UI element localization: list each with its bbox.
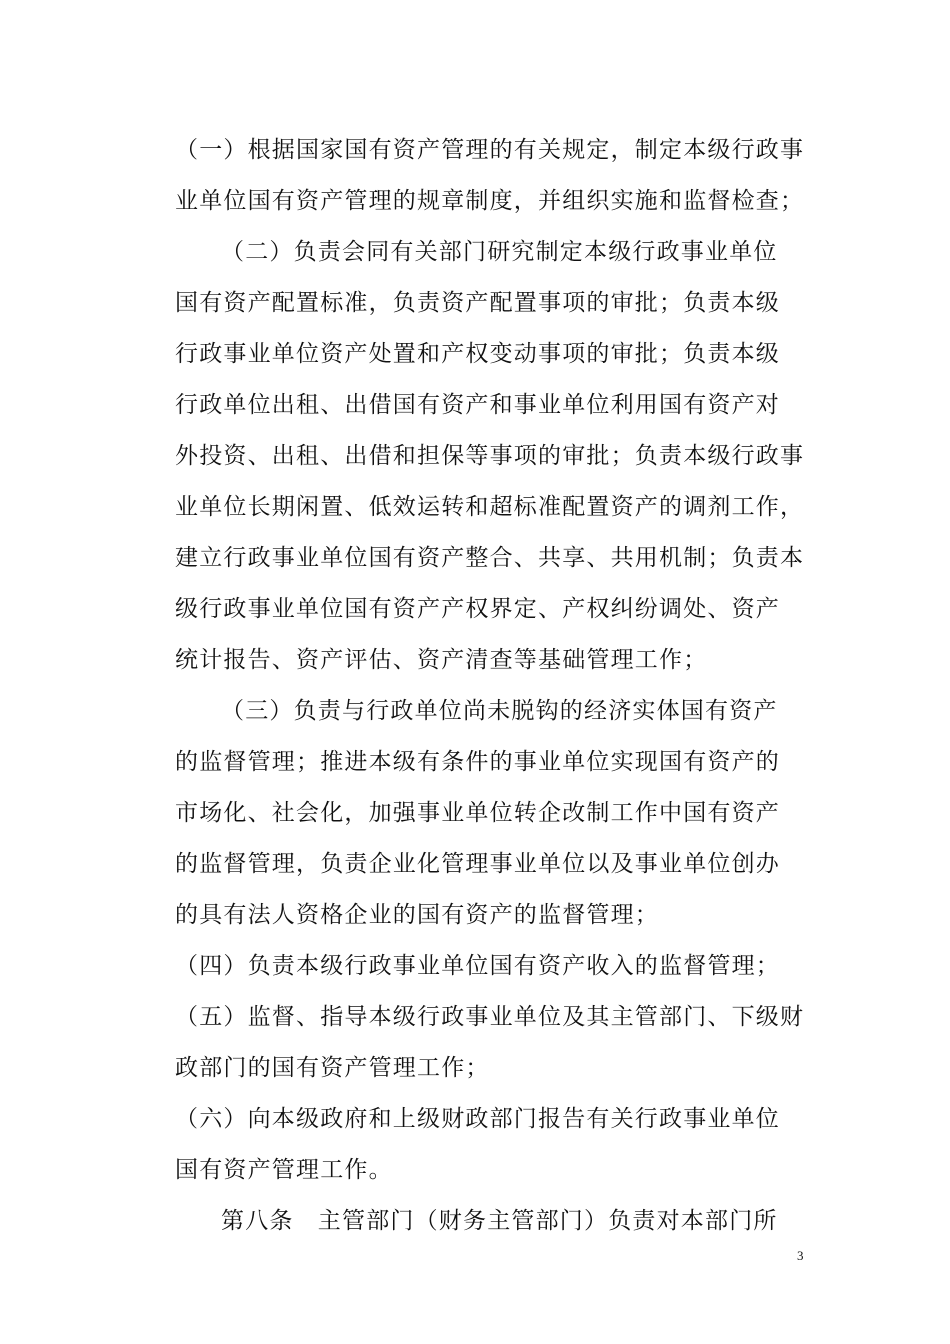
text-line: 政部门的国有资产管理工作； — [175, 1055, 490, 1081]
text-line: 的监督管理，负责企业化管理事业单位以及事业单位创办 — [175, 851, 780, 877]
text-line: 的具有法人资格企业的国有资产的监督管理； — [175, 902, 659, 928]
text-line: （二）负责会同有关部门研究制定本级行政事业单位 — [221, 239, 778, 265]
text-line: 第八条 主管部门（财务主管部门）负责对本部门所 — [221, 1208, 778, 1234]
text-line: （四）负责本级行政事业单位国有资产收入的监督管理； — [175, 953, 780, 979]
text-line: （六）向本级政府和上级财政部门报告有关行政事业单位 — [175, 1106, 780, 1132]
text-line: 外投资、出租、出借和担保等事项的审批；负责本级行政事 — [175, 443, 805, 469]
text-line: 业单位国有资产管理的规章制度，并组织实施和监督检查； — [175, 188, 805, 214]
text-line: 建立行政事业单位国有资产整合、共享、共用机制；负责本 — [175, 545, 805, 571]
text-line: 国有资产配置标准，负责资产配置事项的审批；负责本级 — [175, 290, 780, 316]
text-line: 行政事业单位资产处置和产权变动事项的审批；负责本级 — [175, 341, 780, 367]
text-line: （一）根据国家国有资产管理的有关规定，制定本级行政事 — [175, 137, 805, 163]
text-line: 级行政事业单位国有资产产权界定、产权纠纷调处、资产 — [175, 596, 780, 622]
page-number: 3 — [797, 1248, 804, 1263]
text-line: 统计报告、资产评估、资产清查等基础管理工作； — [175, 647, 708, 673]
text-line: 行政单位出租、出借国有资产和事业单位利用国有资产对 — [175, 392, 780, 418]
text-line: 的监督管理；推进本级有条件的事业单位实现国有资产的 — [175, 749, 780, 775]
text-line: （三）负责与行政单位尚未脱钩的经济实体国有资产 — [221, 698, 778, 724]
text-line: 业单位长期闲置、低效运转和超标准配置资产的调剂工作， — [175, 494, 805, 520]
text-line: 国有资产管理工作。 — [175, 1157, 393, 1183]
text-line: （五）监督、指导本级行政事业单位及其主管部门、下级财 — [175, 1004, 805, 1030]
text-line: 市场化、社会化，加强事业单位转企改制工作中国有资产 — [175, 800, 780, 826]
